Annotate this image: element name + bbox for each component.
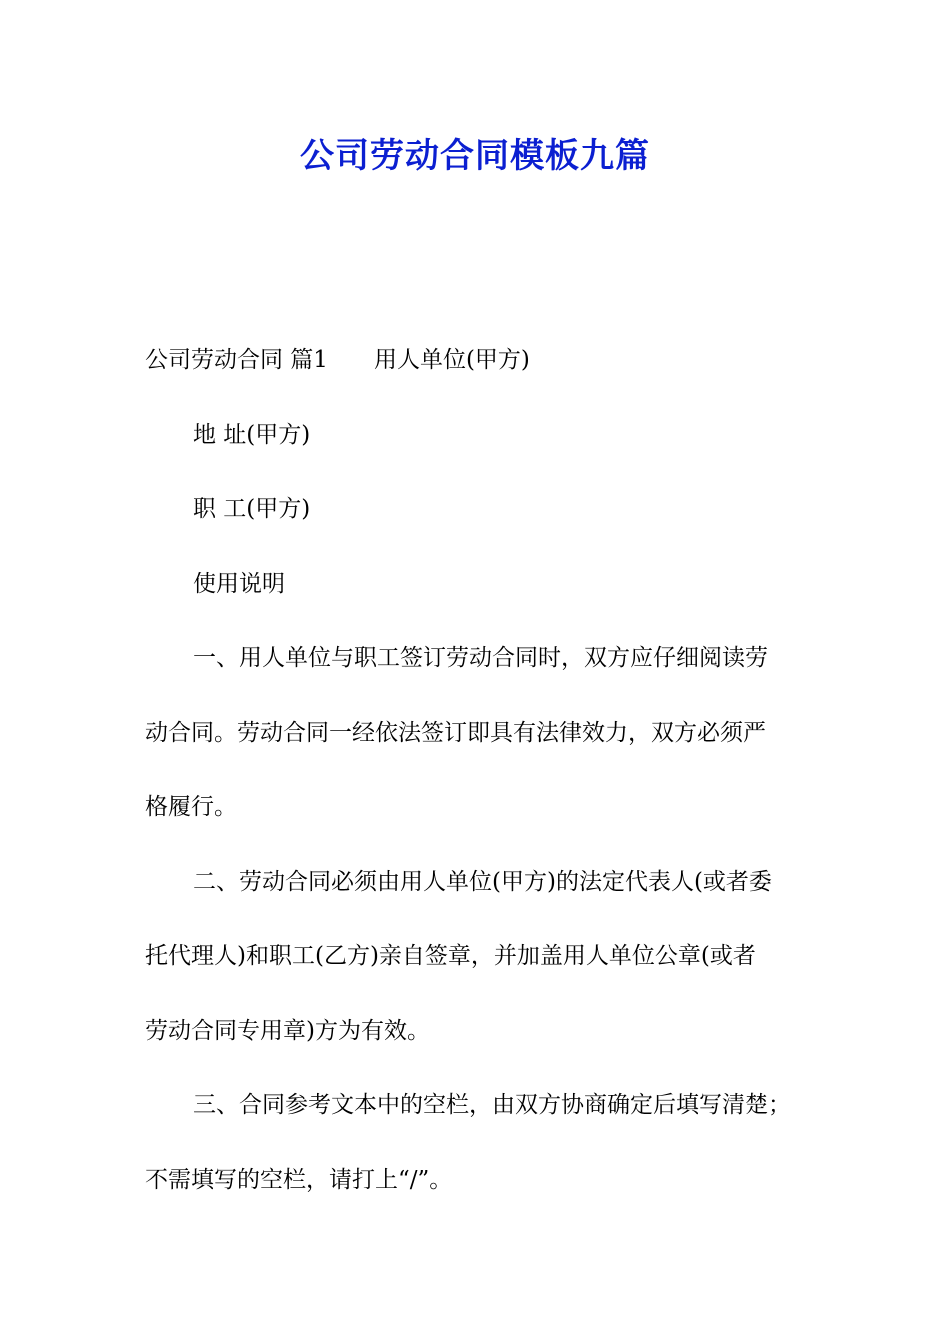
paragraph-line: 不需填写的空栏，请打上“/”。 [145,1166,453,1193]
employer-label: 用人单位(甲方) [373,347,530,373]
paragraph-line: 二、劳动合同必须由用人单位(甲方)的法定代表人(或者委 [193,868,772,895]
address-label: 地 址(甲方) [193,421,311,448]
paragraph-line: 三、合同参考文本中的空栏，由双方协商确定后填写清楚； [193,1092,791,1118]
document-body [145,338,807,1232]
section-heading-line [145,338,807,413]
document-title: 公司劳动合同模板九篇 [300,136,650,176]
employee-label: 职 工(甲方) [193,496,311,522]
instructions-heading: 使用说明 [193,570,285,597]
paragraph-line: 格履行。 [145,794,237,820]
paragraph-line: 一、用人单位与职工签订劳动合同时，双方应仔细阅读劳 [193,645,768,671]
section-heading: 公司劳动合同 篇1 [145,347,328,373]
paragraph-line: 托代理人)和职工(乙方)亲自签章，并加盖用人单位公章(或者 [145,943,756,969]
paragraph-line: 劳动合同专用章)方为有效。 [145,1017,430,1044]
paragraph-line: 动合同。劳动合同一经依法签订即具有法律效力，双方必须严 [145,719,766,746]
